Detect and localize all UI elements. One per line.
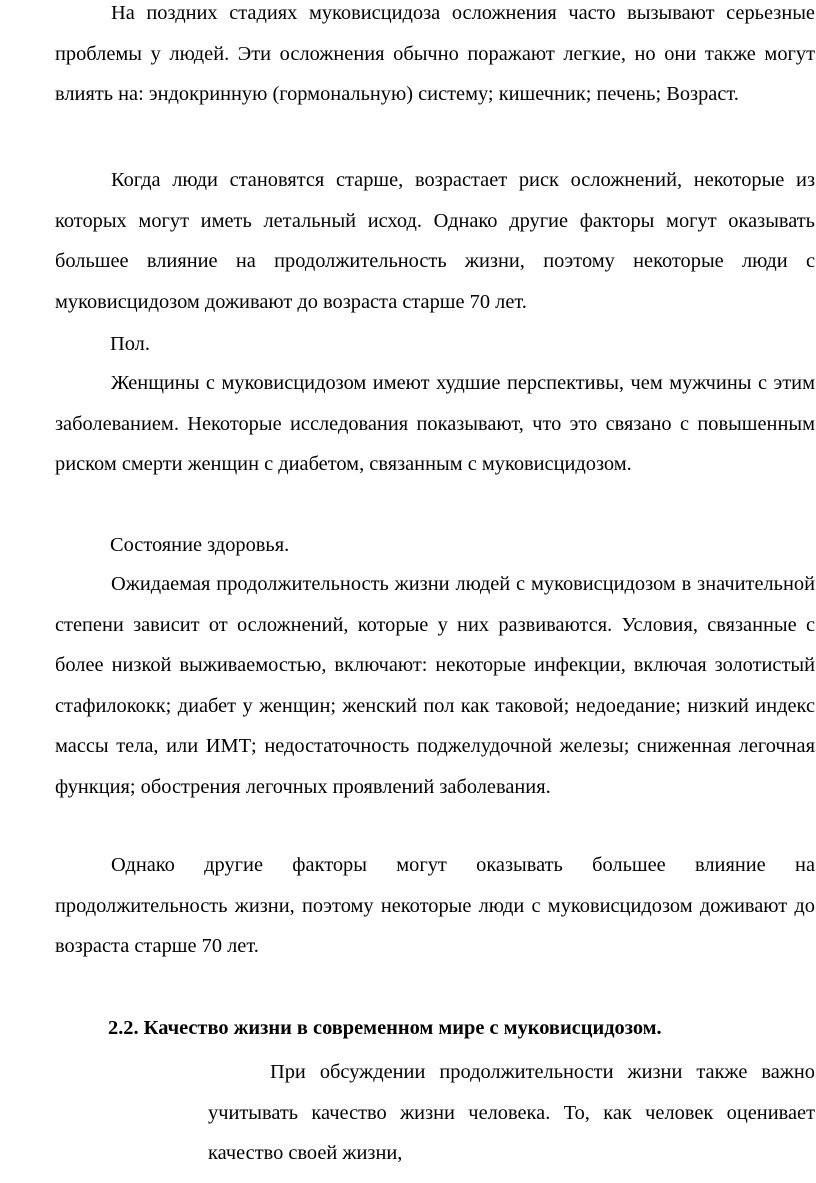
paragraph-other-factors: Однако другие факторы могут оказывать большее влияние на продолжительность жизни, поэтому некоторые люди с муковисцидозом доживают до возраста старше 70 лет. — [55, 854, 815, 957]
subheading-sex: Пол. — [110, 333, 150, 355]
paragraph-complications: На поздних стадиях муковисцидоза осложнения часто вызывают серьезные проблемы у людей. Эти осложнения обычно поражают легкие, но они также могут влиять на: эндокринную (гормональную) систему; кишечник; печень; Возраст. — [55, 2, 815, 105]
paragraph-age-risk: Когда люди становятся старше, возрастает риск осложнений, некоторые из которых могут иметь летальный исход. Однако другие факторы могут оказывать большее влияние на продолжительность жизни, поэтому некоторые люди с муковисцидозом доживают до возраста старше 70 лет. — [55, 169, 815, 313]
paragraph-women: Женщины с муковисцидозом имеют худшие перспективы, чем мужчины с этим заболеванием. Некоторые исследования показывают, что это связано с повышенным риском смерти женщин с диабетом, связанным с муковисцидозом. — [55, 372, 815, 475]
subheading-health: Состояние здоровья. — [110, 534, 290, 556]
paragraph-life-expectancy: Ожидаемая продолжительность жизни людей с муковисцидозом в значительной степени зависит от осложнений, которые у них развиваются. Условия, связанные с более низкой выживаемостью, включают: некоторые инфекции, включая золотистый стафилококк; диабет у женщин; женский пол как таковой; недоедание; низкий индекс массы тела, или ИМТ; недостаточность поджелудочной железы; сниженная легочная функция; обострения легочных проявлений заболевания. — [55, 573, 815, 798]
paragraph-quality-of-life: При обсуждении продолжительности жизни также важно учитывать качество жизни человека. То, как человек оценивает качество своей жизни, — [208, 1061, 815, 1164]
section-heading: 2.2. Качество жизни в современном мире с муковисцидозом. — [108, 1017, 662, 1039]
